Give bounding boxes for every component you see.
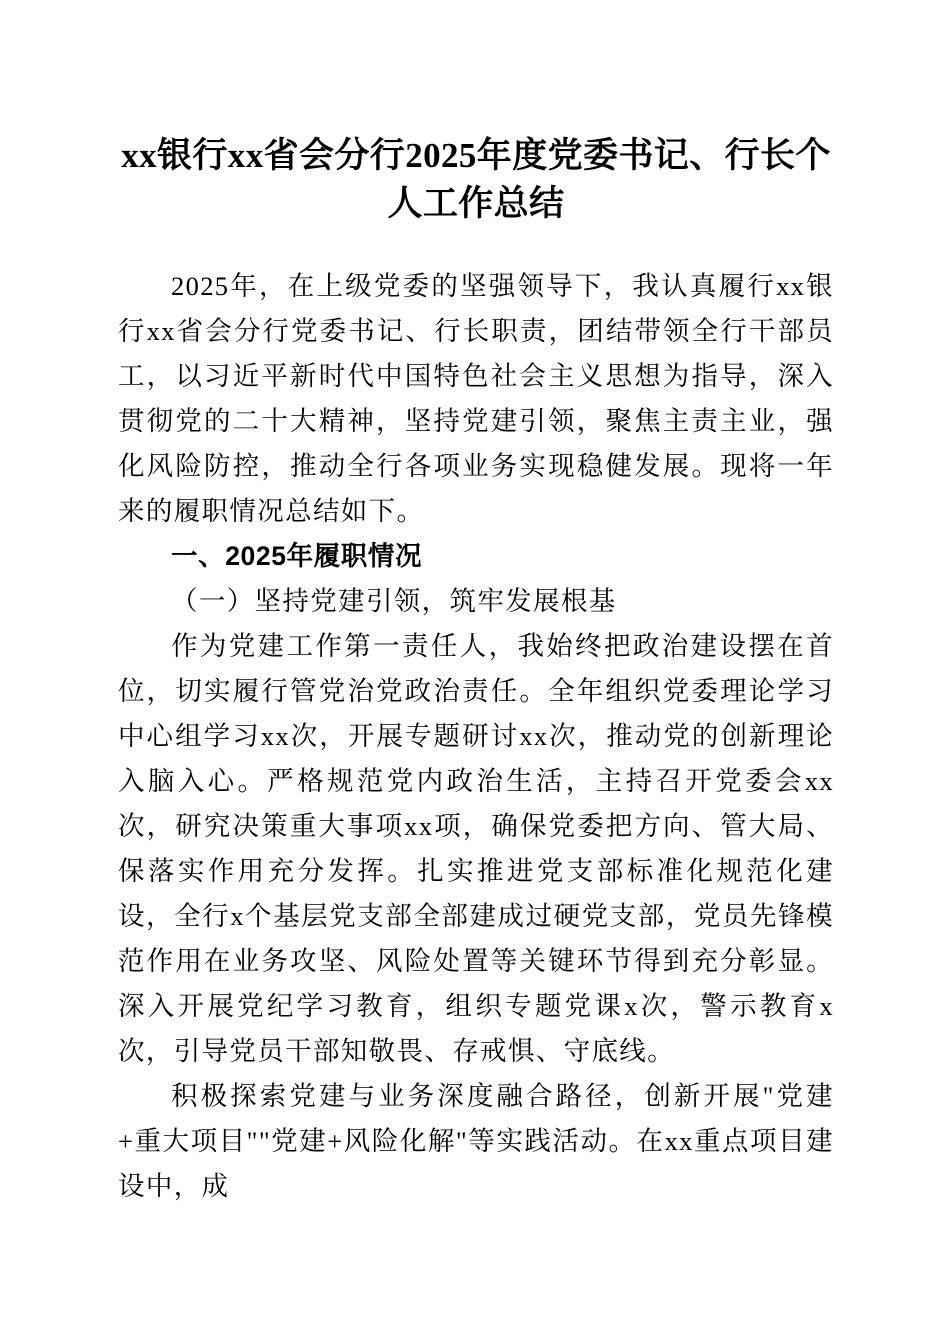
paragraph-intro: 2025年，在上级党委的坚强领导下，我认真履行xx银行xx省会分行党委书记、行长职责，团结带领全行干部员工，以习近平新时代中国特色社会主义思想为指导，深入贯彻党的二十大精神，坚持党建引领，聚焦主责主业，强化风险防控，推动全行各项业务实现稳健发展。现将一年来的履职情况总结如下。 — [118, 271, 834, 526]
document-title: xx银行xx省会分行2025年度党委书记、行长个人工作总结 — [121, 136, 831, 223]
heading-subsection-one-a: （一）坚持党建引领，筑牢发展根基 — [171, 586, 617, 616]
heading-section-one: 一、2025年履职情况 — [171, 541, 423, 571]
title-spacer — [118, 228, 834, 264]
paragraph-party-building: 作为党建工作第一责任人，我始终把政治建设摆在首位，切实履行管党治党政治责任。全年组织党委理论学习中心组学习xx次，开展专题研讨xx次，推动党的创新理论入脑入心。严格规范党内政治生活，主持召开党委会xx次，研究决策重大事项xx项，确保党委把方向、管大局、保落实作用充分发挥。扎实推进党支部标准化规范化建设，全行x个基层党支部全部建成过硬党支部，党员先锋模范作用在业务攻坚、风险处置等关键环节得到充分彰显。深入开展党纪学习教育，组织专题党课x次，警示教育x次，引导党员干部知敬畏、存戒惧、守底线。 — [118, 631, 834, 1066]
paragraph-integration: 积极探索党建与业务深度融合路径，创新开展"党建+重大项目""党建+风险化解"等实践活动。在xx重点项目建设中，成 — [118, 1081, 834, 1201]
document-content — [118, 132, 834, 1209]
